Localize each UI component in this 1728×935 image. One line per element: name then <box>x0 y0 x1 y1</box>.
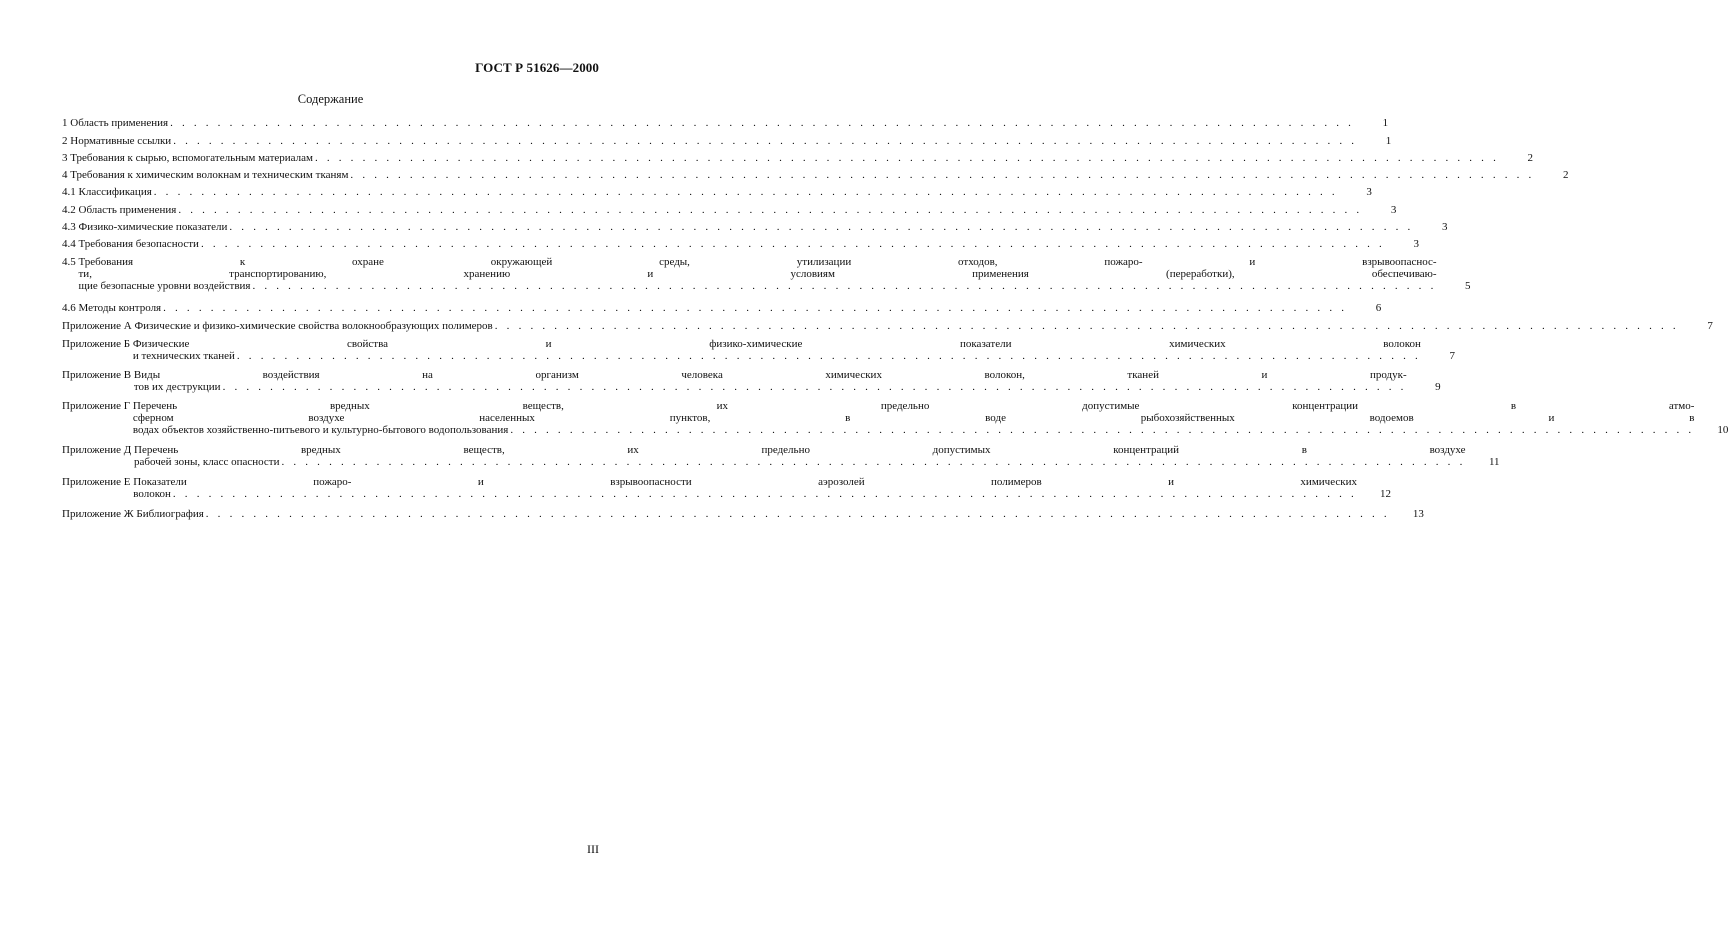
toc-entry[interactable] <box>62 135 1392 147</box>
toc-entry-line <box>79 204 1363 216</box>
toc-page-number: 2 <box>1562 169 1569 181</box>
toc-entry-text: Физические свойства и физико-химические показатели химических волокон <box>132 338 1421 350</box>
toc-entry-line <box>133 424 1694 436</box>
toc-page-number: 1 <box>1385 135 1392 147</box>
toc-entry-text: тов их деструкции <box>133 381 221 393</box>
toc-entry-line <box>70 169 1534 181</box>
toc-page-number: 7 <box>1707 320 1713 332</box>
leader-dots <box>350 169 1534 181</box>
toc-entry-line <box>133 412 1694 424</box>
toc-entry-number: 4.5 <box>62 256 79 268</box>
leader-dots <box>170 117 1354 129</box>
leader-dots <box>178 204 1362 216</box>
leader-dots <box>252 280 1436 292</box>
toc-entry-text: рабочей зоны, класс опасности <box>134 456 280 468</box>
toc-entry[interactable] <box>62 221 1448 233</box>
toc-entry-number: 2 <box>62 135 71 147</box>
leader-dots <box>163 302 1347 314</box>
toc-entry-number: 3 <box>62 152 71 164</box>
toc-entry-text: Требования к химическим волокнам и техническим тканям <box>70 169 349 181</box>
toc-entry-text: Классификация <box>78 186 152 198</box>
toc-page-number: 7 <box>1449 350 1455 362</box>
toc-title: Содержание <box>297 92 364 106</box>
leader-dots <box>173 135 1357 147</box>
toc-entry-line <box>79 268 1437 280</box>
toc-entry-number: 4.3 <box>62 221 79 233</box>
toc-page-number: 6 <box>1375 302 1382 314</box>
toc-entry[interactable] <box>62 204 1397 216</box>
toc-entry-line <box>133 476 1357 488</box>
toc-entry-line <box>79 280 1437 292</box>
toc-entry-text: Область применения <box>70 117 169 129</box>
toc-entry[interactable] <box>62 169 1569 181</box>
toc-entry-line <box>70 135 1357 147</box>
toc-entry-line <box>134 320 1678 332</box>
toc-entry-line <box>133 488 1357 500</box>
toc-entry[interactable] <box>62 152 1534 164</box>
toc-entry-number: Приложение А <box>62 320 135 332</box>
toc-entry-text: Требования к сырью, вспомогательным материалам <box>70 152 313 164</box>
toc-page-number: 3 <box>1390 204 1397 216</box>
leader-dots <box>173 488 1357 500</box>
toc-entry-text: Показатели пожаро- и взрывоопасности аэрозолей полимеров и химических <box>133 476 1357 488</box>
toc-entry-text: Физические и физико-химические свойства волокнообразующих полимеров <box>134 320 493 332</box>
toc-entry-text: Физико-химические показатели <box>78 221 228 233</box>
toc-entry-line <box>79 221 1414 233</box>
toc-entry[interactable] <box>62 238 1419 250</box>
toc-entry-line <box>134 444 1466 456</box>
leader-dots <box>201 238 1385 250</box>
toc-entry[interactable] <box>62 444 1500 468</box>
toc-entry-line <box>70 152 1499 164</box>
toc-entry-text: Перечень вредных веществ, их предельно допустимых концентраций в воздухе <box>134 444 1466 456</box>
toc-page-number: 3 <box>1413 238 1419 250</box>
toc-page-number: 3 <box>1441 221 1448 233</box>
toc-page-number: 13 <box>1412 508 1424 520</box>
toc-entry-text: волокон <box>133 488 171 500</box>
toc-entry-text: и технических тканей <box>132 350 235 362</box>
toc-entry-text: Методы контроля <box>78 302 162 314</box>
toc-page-number: 11 <box>1488 456 1500 468</box>
toc-entry-number: Приложение Ж <box>62 508 137 520</box>
toc-entry-number: 1 <box>62 117 71 129</box>
leader-dots <box>206 508 1390 520</box>
toc-entry-number: 4.4 <box>62 238 79 250</box>
toc-page-number: 9 <box>1435 381 1441 393</box>
leader-dots <box>281 456 1465 468</box>
toc-entry-number: 4.1 <box>62 186 79 198</box>
toc-entry[interactable] <box>62 302 1382 314</box>
toc-entry-line <box>134 369 1407 381</box>
leader-dots <box>223 381 1407 393</box>
toc-entry-line <box>136 508 1389 520</box>
toc-page-number: 12 <box>1379 488 1391 500</box>
toc-entry-number: Приложение Б <box>62 338 133 350</box>
toc-entry-line <box>134 456 1466 468</box>
toc-entry-text: Область применения <box>78 204 177 216</box>
toc-entry-number: Приложение В <box>62 369 134 381</box>
toc-entry-line <box>133 338 1421 350</box>
toc-entry-line <box>79 256 1437 268</box>
leader-dots <box>237 350 1421 362</box>
leader-dots <box>495 320 1679 332</box>
toc-entry-line <box>79 186 1338 198</box>
toc-entry[interactable] <box>62 320 1713 332</box>
toc-entry-line <box>134 381 1407 393</box>
toc-entry-line <box>133 400 1694 412</box>
toc-page-number: 2 <box>1527 152 1534 164</box>
toc-entry[interactable] <box>62 508 1424 520</box>
toc-entry-text: водах объектов хозяйственно-питьевого и культурно-бытового водопользования <box>132 424 509 436</box>
toc-entry[interactable] <box>62 476 1391 500</box>
toc-entry-text: Виды воздействия на организм человека химических волокон, тканей и продук- <box>133 369 1407 381</box>
toc-entry-number: 4.6 <box>62 302 79 314</box>
toc-page-number: 10 <box>1717 424 1728 436</box>
toc-entry[interactable] <box>62 256 1471 292</box>
toc-entry-line <box>70 117 1354 129</box>
toc-entry-line <box>79 302 1348 314</box>
toc-entry-text: ти, транспортированию, хранению и условиям применения (переработки), обеспечиваю- <box>78 268 1437 280</box>
standard-code: ГОСТ Р 51626—2000 <box>475 60 599 75</box>
toc-entry-number: Приложение Д <box>62 444 135 456</box>
toc-page-number: 3 <box>1366 186 1372 198</box>
toc-entry[interactable] <box>62 117 1389 129</box>
toc-entry-number: Приложение Е <box>62 476 134 488</box>
toc-entry[interactable] <box>62 400 1728 436</box>
toc-entry-text: Библиография <box>136 508 204 520</box>
leader-dots <box>154 186 1338 198</box>
toc-page-number: 5 <box>1465 280 1471 292</box>
toc-page-number: 1 <box>1382 117 1389 129</box>
toc-entry-text: Перечень вредных веществ, их предельно допустимые концентрации в атмо- <box>132 400 1695 412</box>
toc-entry-text: Требования безопасности <box>78 238 199 250</box>
toc-entry-number: 4 <box>62 169 71 181</box>
leader-dots <box>510 424 1694 436</box>
toc-entry-line <box>133 350 1421 362</box>
toc-entry-text: Требования к охране окружающей среды, утилизации отходов, пожаро- и взрывоопаснос- <box>78 256 1437 268</box>
page-number-roman: III <box>587 842 599 856</box>
toc-entry[interactable] <box>62 338 1455 362</box>
toc-entry-number: 4.2 <box>62 204 79 216</box>
toc-entry-line <box>79 238 1386 250</box>
toc-entry[interactable] <box>62 369 1441 393</box>
toc-entry-text: щие безопасные уровни воздействия <box>78 280 251 292</box>
toc-entry[interactable] <box>62 186 1372 198</box>
leader-dots <box>229 221 1413 233</box>
leader-dots <box>315 152 1499 164</box>
toc-entry-text: сферном воздухе населенных пунктов, в воде рыбохозяйственных водоемов и в <box>132 412 1695 424</box>
toc-entry-text: Нормативные ссылки <box>70 135 172 147</box>
toc-entry-number: Приложение Г <box>62 400 133 412</box>
